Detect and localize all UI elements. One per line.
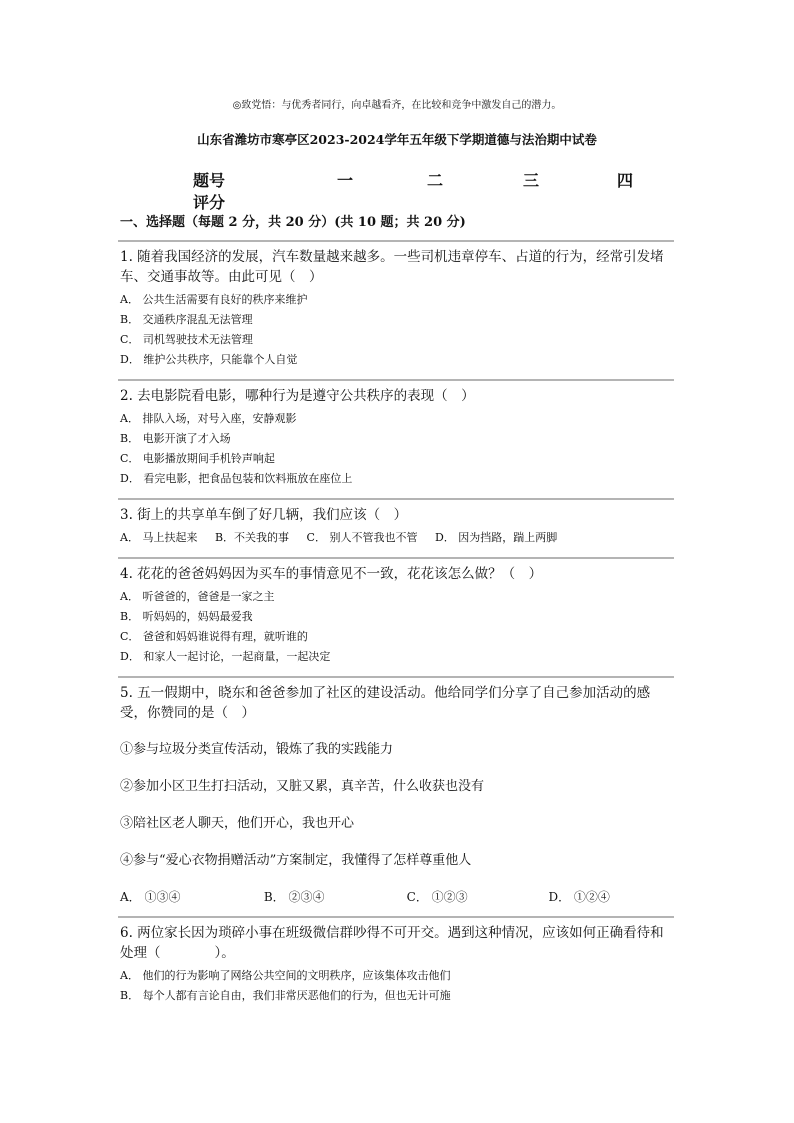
option-b[interactable]: B． ②③④ [263,890,325,904]
score-col-3: 三 [523,171,540,190]
question-2 [118,379,674,489]
option-d[interactable]: D． 看完电影，把食品包装和饮料瓶放在座位上 [120,472,353,485]
score-col-1: 一 [337,171,354,190]
score-value-row [193,190,643,212]
section-heading: 一、选择题（每题 2 分，共 20 分）(共 10 题；共 20 分) [120,215,466,230]
option-c[interactable]: C． 别人不管我也不管 [306,531,418,544]
option-b[interactable]: B． 听妈妈的，妈妈最爱我 [120,610,253,623]
option-b[interactable]: B．不关我的事 [214,531,290,544]
score-col-label: 题号 [193,171,226,190]
option-b[interactable]: B． 每个人都有言论自由，我们非常厌恶他们的行为，但也无计可施 [120,989,451,1002]
option-b[interactable]: B． 电影开演了才入场 [120,432,231,445]
question-stem: 1. 随着我国经济的发展，汽车数量越来越多。一些司机违章停车、占道的行为，经常引发堵车、交通事故等。由此可见（ ） [120,249,664,285]
option-a[interactable]: A． ①③④ [120,890,181,904]
option-d[interactable]: D． 因为挡路，踹上两脚 [434,531,558,544]
question-6 [118,916,674,1006]
question-stem: 5. 五一假期中，晓东和爸爸参加了社区的建设活动。他给同学们分享了自己参加活动的感受，你赞同的是（ ） [120,685,651,721]
option-c[interactable]: C． ①②③ [406,890,468,904]
question-stem: 4. 花花的爸爸妈妈因为买车的事情意见不一致，花花该怎么做？（ ） [120,566,543,582]
option-a[interactable]: A． 马上扶起来 [120,531,198,544]
option-a[interactable]: A． 听爸爸的，爸爸是一家之主 [120,590,275,603]
question-3 [118,498,674,548]
option-a[interactable]: A． 排队入场，对号入座，安静观影 [120,412,297,425]
question-stem: 3. 街上的共享单车倒了好几辆，我们应该（ ） [120,507,408,523]
statement-2: ②参加小区卫生打扫活动，又脏又累，真辛苦，什么收获也没有 [120,779,485,794]
score-row-label: 评分 [193,193,226,212]
question-stem: 6. 两位家长因为琐碎小事在班级微信群吵得不可开交。遇到这种情况，应该如何正确看待和处理（ ）。 [120,925,664,961]
option-d[interactable]: D． 和家人一起讨论，一起商量，一起决定 [120,650,331,663]
statement-3: ③陪社区老人聊天，他们开心，我也开心 [120,816,355,831]
option-c[interactable]: C． 爸爸和妈妈谁说得有理，就听谁的 [120,630,308,643]
question-list [118,240,674,1015]
score-table [193,168,643,212]
statement-4: ④参与“爱心衣物捐赠活动”方案制定，我懂得了怎样尊重他人 [120,853,472,868]
score-col-4: 四 [617,171,634,190]
option-a[interactable]: A． 他们的行为影响了网络公共空间的文明秩序，应该集体攻击他们 [120,969,451,982]
question-stem: 2. 去电影院看电影，哪种行为是遵守公共秩序的表现（ ） [120,388,475,404]
option-d[interactable]: D． ①②④ [548,890,610,904]
motto-text: ◎致党悟：与优秀者同行，向卓越看齐，在比较和竞争中激发自己的潜力。 [232,100,562,111]
option-b[interactable]: B． 交通秩序混乱无法管理 [120,313,253,326]
inline-options [120,528,674,548]
option-c[interactable]: C． 司机驾驶技术无法管理 [120,333,253,346]
option-a[interactable]: A． 公共生活需要有良好的秩序来维护 [120,293,308,306]
option-c[interactable]: C． 电影播放期间手机铃声响起 [120,452,275,465]
statement-1: ①参与垃圾分类宣传活动，锻炼了我的实践能力 [120,742,394,757]
question-4 [118,557,674,667]
option-d[interactable]: D． 维护公共秩序，只能靠个人自觉 [120,353,298,366]
question-5 [118,676,674,907]
score-col-2: 二 [427,171,444,190]
question-1 [118,240,674,370]
score-header-row [193,168,643,190]
inline-options [120,887,674,907]
exam-title: 山东省潍坊市寒亭区2023-2024学年五年级下学期道德与法治期中试卷 [197,132,597,147]
